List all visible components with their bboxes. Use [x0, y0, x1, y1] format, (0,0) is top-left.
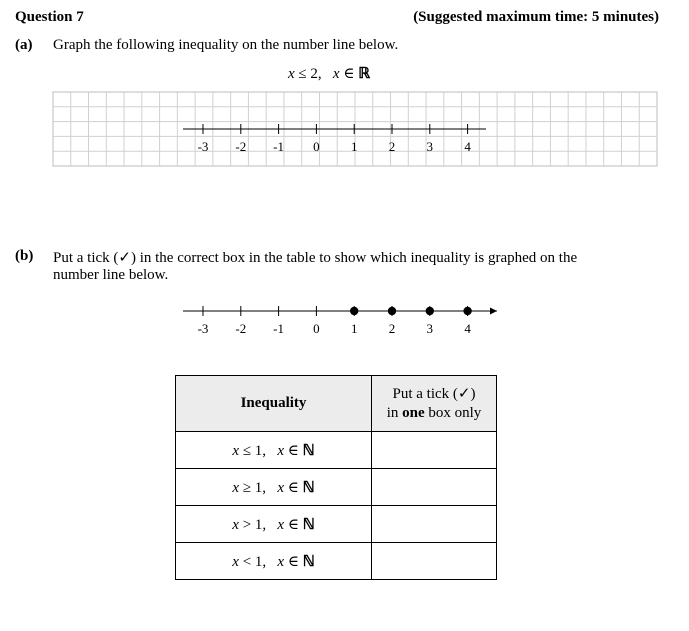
tick-label: 1	[350, 321, 358, 336]
set-variable: x	[332, 66, 340, 82]
option-set: x ∈	[277, 442, 303, 459]
tick-label: 0	[313, 139, 320, 154]
tick-label: 2	[388, 321, 396, 336]
set-membership: ∈	[343, 66, 355, 82]
table-row	[176, 543, 497, 580]
tick-label: -1	[273, 139, 285, 154]
tick-label: 3	[426, 139, 434, 154]
option-variable: x	[232, 479, 240, 496]
tick-header-line1: Put a tick (✓)	[392, 385, 476, 402]
tick-label: -3	[197, 139, 209, 154]
tick-box[interactable]	[372, 469, 497, 506]
solid-dot	[350, 307, 358, 315]
tick-label: 4	[464, 321, 471, 336]
inequality-option	[176, 506, 372, 543]
tick-box[interactable]	[372, 543, 497, 580]
question-title: Question 7	[15, 9, 84, 25]
suggested-time: (Suggested maximum time: 5 minutes)	[413, 9, 659, 25]
inequality-relation: ≤ 2,	[298, 66, 322, 82]
option-relation: < 1,	[242, 553, 267, 570]
option-set: x ∈	[277, 479, 303, 496]
part-b-instruction-line2: number line below.	[53, 267, 169, 283]
option-set-name: ℕ	[302, 553, 315, 570]
option-set-name: ℕ	[302, 516, 315, 533]
table-row	[176, 469, 497, 506]
axis-arrow-icon	[490, 308, 497, 315]
option-set-name: ℕ	[302, 442, 315, 459]
inequality-option	[176, 469, 372, 506]
tick-label: -2	[235, 321, 247, 336]
tick-header-line2-pre: in	[386, 404, 403, 421]
part-a-label: (a)	[15, 37, 33, 53]
table-row	[176, 506, 497, 543]
inequality-option	[176, 432, 372, 469]
tick-label: 0	[313, 321, 320, 336]
tick-header-line2-post: box only	[424, 404, 482, 421]
tick-label: 4	[464, 139, 471, 154]
tick-column-header	[372, 376, 497, 432]
set-real-numbers: ℝ	[358, 66, 371, 82]
tick-label: -3	[197, 321, 209, 336]
solid-dot	[426, 307, 434, 315]
option-relation: ≤ 1,	[242, 442, 267, 459]
part-b-label: (b)	[15, 248, 34, 264]
option-variable: x	[232, 516, 239, 533]
option-variable: x	[232, 442, 240, 459]
tick-label: -1	[273, 321, 285, 336]
table-header-row	[176, 376, 497, 432]
solid-dot	[463, 307, 471, 315]
part-a-instruction: Graph the following inequality on the number line below.	[53, 37, 399, 53]
tick-label: 3	[426, 321, 434, 336]
option-relation: ≥ 1,	[242, 479, 267, 496]
option-set-name: ℕ	[302, 479, 315, 496]
tick-box[interactable]	[372, 432, 497, 469]
option-relation: > 1,	[242, 516, 267, 533]
inequality-variable: x	[288, 66, 295, 82]
part-b-instruction-line1: Put a tick (✓) in the correct box in the table to show which inequality is graphed on the	[53, 250, 578, 266]
option-set: x ∈	[277, 516, 303, 533]
option-set: x ∈	[277, 553, 303, 570]
tick-box[interactable]	[372, 506, 497, 543]
tick-label: -2	[235, 139, 247, 154]
tick-label: 1	[350, 139, 358, 154]
tick-label: 2	[388, 139, 396, 154]
inequality-option	[176, 543, 372, 580]
solid-dot	[388, 307, 396, 315]
tick-header-emphasis: one	[402, 404, 425, 421]
number-line-b	[183, 306, 497, 336]
inequality-column-header: Inequality	[176, 376, 372, 432]
inequality-table	[175, 375, 497, 580]
option-variable: x	[232, 553, 239, 570]
table-row	[176, 432, 497, 469]
